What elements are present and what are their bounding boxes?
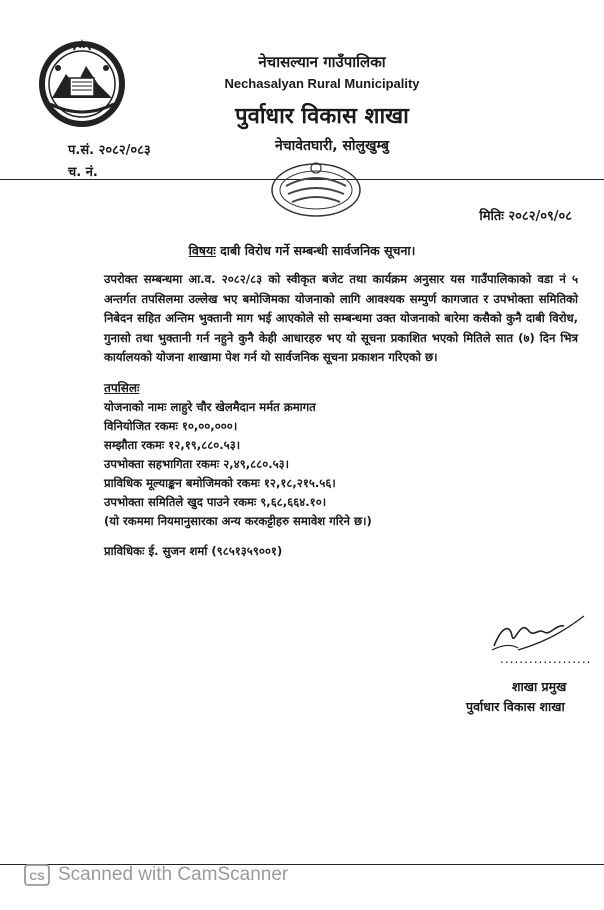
camscanner-logo-text: CS xyxy=(29,871,45,883)
detail-item: उपभोक्ता समितिले खुद पाउने रकमः ९,६८,६६४.१०। xyxy=(104,495,327,509)
branch-name: पुर्वाधार विकास शाखा xyxy=(235,104,409,129)
office-address: नेचावेतघारी, सोलुखुम्बु xyxy=(274,138,390,154)
detail-item: योजनाको नामः लाहुरे चौर खेलमैदान मर्मत क्रमागत xyxy=(104,400,316,414)
office-stamp-icon xyxy=(268,160,364,218)
subject-label: विषयः xyxy=(188,243,216,258)
letter-date: मितिः २०८२/०९/०८ xyxy=(479,209,572,224)
reference-number: प.सं. २०८२/०८३ xyxy=(68,143,151,158)
detail-item: सम्झौता रकमः १२,१९,८८०.५३। xyxy=(104,438,241,452)
detail-item: उपभोक्ता सहभागिता रकमः २,४९,८८०.५३। xyxy=(104,457,290,471)
camscanner-logo-icon xyxy=(24,864,50,886)
subject-text: दाबी विरोध गर्ने सम्बन्धी सार्वजनिक सूचना। xyxy=(215,243,416,258)
office-name-nepali: नेचासल्यान गाउँपालिका xyxy=(258,53,386,71)
signature-icon xyxy=(488,606,588,658)
detail-item: (यो रकममा नियमानुसारका अन्य करकट्टीहरु समावेश गरिने छ।) xyxy=(104,514,372,528)
office-name-english: Nechasalyan Rural Municipality xyxy=(224,76,420,91)
signatory-title: शाखा प्रमुख xyxy=(512,679,567,694)
notice-body: उपरोक्त सम्बन्धमा आ.व. २०८२/८३ को स्वीकृत बजेट तथा कार्यक्रम अनुसार यस गाउँपालिकाको वडा नं ५ अन्तर्गत तपसिलमा उल्लेख भए बमोजिमका योजनाको लागि आवश्यक सम्पुर्ण कागजात र उपभोक्ता समितिको निबेदन सहित अन्तिम भुक्तानी माग भई आएकोले सो सम्बन्धमा उक्त योजनाको बारेमा कसैको कुनै दाबी विरोध, गुनासो तथा भुक्तानी गर्न नहुने कुनै केही आधारहरु भए यो सूचना प्रकाशित भएको मितिले सात (७) दिन भित्र कार्यालयको योजना शाखामा पेश गर्न यो सार्वजनिक सूचना प्रकाशन गरिएको छ। xyxy=(104,272,578,364)
scanner-watermark: Scanned with CamScanner xyxy=(58,864,289,885)
detail-item: प्राविधिक मूल्याङ्कन बमोजिमको रकमः १२,१८,२१५.५६। xyxy=(104,476,336,490)
technical-contact: प्राविधिकः ई. सुजन शर्मा (९८५१३५९००१) xyxy=(104,544,283,558)
signature-line: ................... xyxy=(500,652,592,666)
detail-item: विनियोजित रकमः १०,००,०००। xyxy=(104,419,238,433)
signatory-branch: पुर्वाधार विकास शाखा xyxy=(466,699,565,714)
details-heading: तपसिलः xyxy=(104,381,140,395)
dispatch-number: च. नं. xyxy=(68,165,98,180)
subject-line xyxy=(0,242,604,259)
